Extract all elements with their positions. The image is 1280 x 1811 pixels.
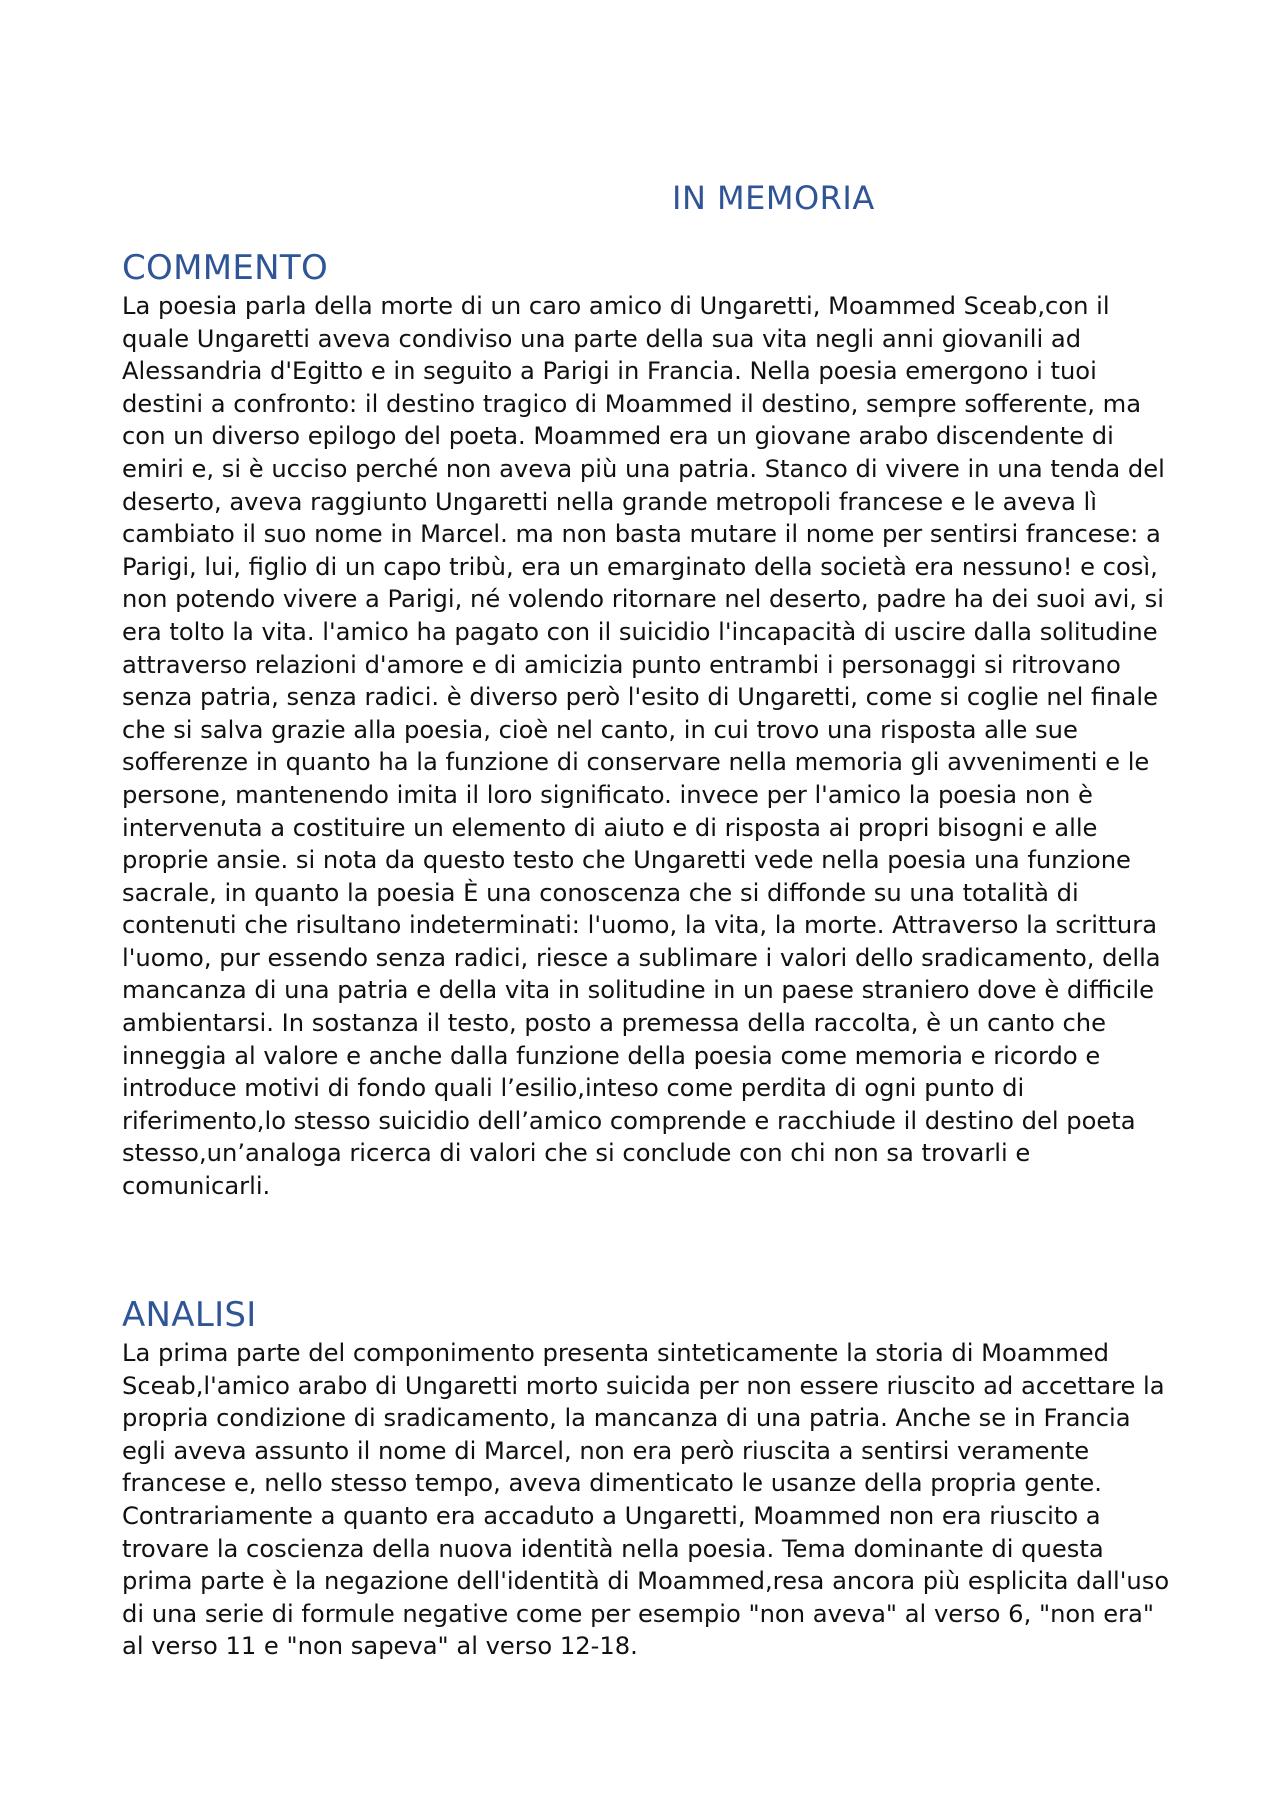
section-body-analisi: La prima parte del componimento presenta sinteticamente la storia di Moammed Sceab,l'amico arabo di Ungaretti morto suicida per non essere riuscito ad accettare la propria condizione di sradicamento, la mancanza di una patria. Anche se in Francia egli aveva assunto il nome di Marcel, non era però riuscita a sentirsi veramente francese e, nello stesso tempo, aveva dimenticato le usanze della propria gente. Contrariamente a quanto era accaduto a Ungaretti, Moammed non era riuscito a trovare la coscienza della nuova identità nella poesia. Tema dominante di questa prima parte è la negazione dell'identità di Moammed,resa ancora più esplicita dall'uso di una serie di formule negative come per esempio "non aveva" al verso 6, "non era" al verso 11 e "non sapeva" al verso 12-18.	[122, 1339, 1170, 1661]
section-analisi	[122, 1293, 1172, 1663]
section-body-commento: La poesia parla della morte di un caro amico di Ungaretti, Moammed Sceab,con il quale Ungaretti aveva condiviso una parte della sua vita negli anni giovanili ad Alessandria d'Egitto e in seguito a Parigi in Francia. Nella poesia emergono i tuoi destini a confronto: il destino tragico di Moammed il destino, sempre sofferente, ma con un diverso epilogo del poeta. Moammed era un giovane arabo discendente di emiri e, si è ucciso perché non aveva più una patria. Stanco di vivere in una tenda del deserto, aveva raggiunto Ungaretti nella grande metropoli francese e le aveva lì cambiato il suo nome in Marcel. ma non basta mutare il nome per sentirsi francese: a Parigi, lui, figlio di un capo tribù, era un emarginato della società era nessuno! e così, non potendo vivere a Parigi, né volendo ritornare nel deserto, padre ha dei suoi avi, si era tolto la vita. l'amico ha pagato con il suicidio l'incapacità di uscire dalla solitudine attraverso relazioni d'amore e di amicizia punto entrambi i personaggi si ritrovano senza patria, senza radici. è diverso però l'esito di Ungaretti, come si coglie nel finale che si salva grazie alla poesia, cioè nel canto, in cui trovo una risposta alle sue sofferenze in quanto ha la funzione di conservare nella memoria gli avvenimenti e le persone, mantenendo imita il loro significato. invece per l'amico la poesia non è intervenuta a costituire un elemento di aiuto e di risposta ai propri bisogni e alle proprie ansie. si nota da questo testo che Ungaretti vede nella poesia una funzione sacrale, in quanto la poesia È una conoscenza che si diffonde su una totalità di contenuti che risultano indeterminati: l'uomo, la vita, la morte. Attraverso la scrittura l'uomo, pur essendo senza radici, riesce a sublimare i valori dello sradicamento, della mancanza di una patria e della vita in solitudine in un paese straniero dove è difficile ambientarsi. In sostanza il testo, posto a premessa della raccolta, è un canto che inneggia al valore e anche dalla funzione della poesia come memoria e ricordo e introduce motivi di fondo quali l’esilio,inteso come perdita di ogni punto di riferimento,lo stesso suicidio dell’amico comprende e racchiude il destino del poeta stesso,un’analoga ricerca di valori che si conclude con chi non sa trovarli e comunicarli.	[122, 292, 1165, 1201]
section-commento	[122, 246, 1172, 1203]
document-title: IN MEMORIA	[672, 179, 875, 217]
section-heading-analisi: ANALISI	[122, 1295, 257, 1335]
document-page	[122, 0, 1172, 1811]
section-heading-commento: COMMENTO	[122, 248, 329, 288]
